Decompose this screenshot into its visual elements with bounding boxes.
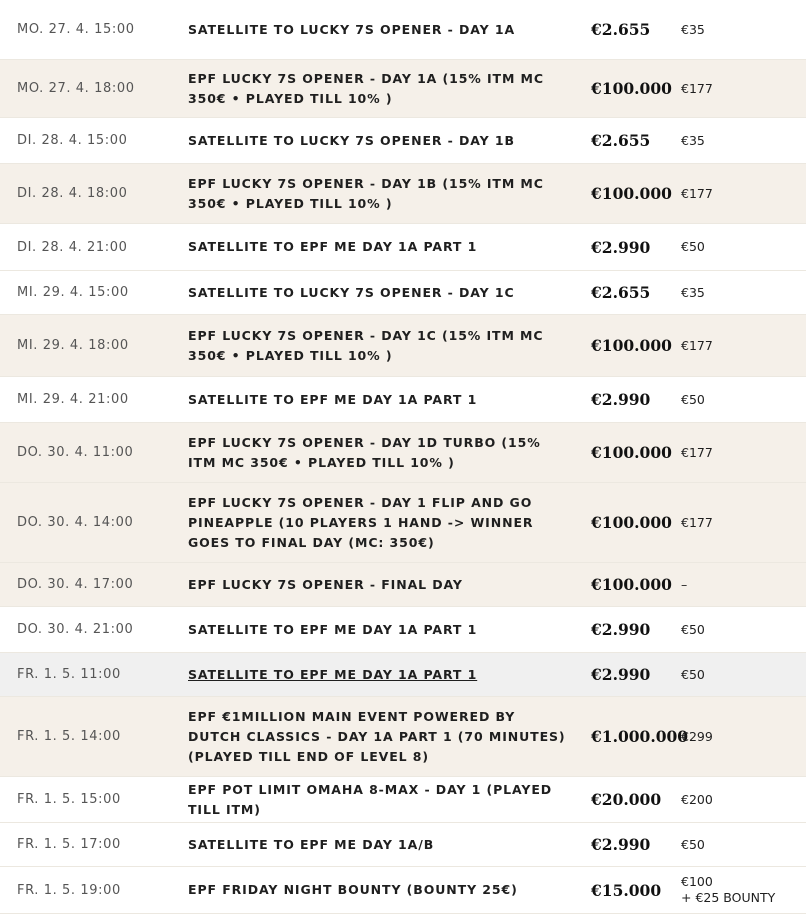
- buyin-value: €35: [681, 284, 705, 300]
- row-prize: €100.000: [591, 575, 672, 594]
- row-event-name: SATELLITE TO EPF ME DAY 1A PART 1: [188, 391, 478, 407]
- row-date: DO. 30. 4. 14:00: [17, 515, 134, 530]
- row-buyin: [681, 22, 806, 38]
- row-event-name: EPF LUCKY 7S OPENER - DAY 1A (15% ITM MC 350€ • PLAYED TILL 10% ): [188, 70, 544, 106]
- row-date: MI. 29. 4. 15:00: [17, 285, 129, 300]
- row-event-name: SATELLITE TO EPF ME DAY 1A PART 1: [188, 621, 478, 637]
- buyin-value: €50: [681, 621, 705, 637]
- row-prize: €2.990: [591, 390, 651, 409]
- row-buyin: [681, 186, 806, 202]
- row-buyin: [681, 729, 806, 745]
- row-event-name: EPF LUCKY 7S OPENER - DAY 1C (15% ITM MC 350€ • PLAYED TILL 10% ): [188, 327, 544, 363]
- row-event-name: SATELLITE TO LUCKY 7S OPENER - DAY 1B: [188, 132, 515, 148]
- row-prize: €100.000: [591, 513, 672, 532]
- row-buyin: [681, 577, 806, 593]
- row-event-name: EPF LUCKY 7S OPENER - DAY 1 FLIP AND GO PINEAPPLE (10 PLAYERS 1 HAND -> WINNER GOES TO FINAL DAY (MC: 350€): [188, 494, 534, 550]
- row-prize: €2.990: [591, 665, 651, 684]
- row-event-name: EPF €1MILLION MAIN EVENT POWERED BY DUTCH CLASSICS - DAY 1A PART 1 (70 MINUTES) (PLAYED TILL END OF LEVEL 8): [188, 708, 566, 764]
- row-buyin: [681, 792, 806, 808]
- row-buyin: [681, 81, 806, 97]
- row-prize: €1.000.000: [591, 727, 689, 746]
- row-date: MI. 29. 4. 21:00: [17, 392, 129, 407]
- row-date: FR. 1. 5. 19:00: [17, 882, 121, 898]
- buyin-value: €177: [681, 444, 713, 460]
- row-date: FR. 1. 5. 14:00: [17, 729, 121, 744]
- buyin-value: €177: [681, 185, 713, 201]
- row-date: MO. 27. 4. 18:00: [17, 81, 135, 96]
- table-row: [0, 118, 806, 164]
- row-event-name: SATELLITE TO EPF ME DAY 1A/B: [188, 836, 435, 852]
- row-event-name: EPF FRIDAY NIGHT BOUNTY (BOUNTY 25€): [188, 882, 518, 897]
- buyin-value: €50: [681, 391, 705, 407]
- row-event-name: SATELLITE TO LUCKY 7S OPENER - DAY 1C: [188, 284, 515, 300]
- buyin-value: €35: [681, 132, 705, 148]
- row-buyin: [681, 338, 806, 354]
- row-prize: €100.000: [591, 79, 672, 98]
- row-event-name: EPF LUCKY 7S OPENER - DAY 1D TURBO (15% ITM MC 350€ • PLAYED TILL 10% ): [188, 434, 541, 470]
- buyin-value: €50: [681, 666, 705, 682]
- row-event-name: EPF LUCKY 7S OPENER - DAY 1B (15% ITM MC 350€ • PLAYED TILL 10% ): [188, 175, 544, 211]
- row-prize: €15.000: [591, 880, 662, 900]
- row-date: MO. 27. 4. 15:00: [17, 22, 135, 37]
- buyin-value: €177: [681, 514, 713, 530]
- table-row: [0, 164, 806, 224]
- row-prize: €2.990: [591, 835, 651, 854]
- table-row: [0, 0, 806, 60]
- row-date: FR. 1. 5. 15:00: [17, 792, 121, 807]
- buyin-value: €177: [681, 80, 713, 96]
- row-prize: €2.655: [591, 131, 651, 150]
- row-date: DO. 30. 4. 17:00: [17, 577, 134, 592]
- row-date: DO. 30. 4. 11:00: [17, 445, 134, 460]
- table-row: [0, 823, 806, 867]
- row-prize: €2.990: [591, 620, 651, 639]
- table-row: [0, 777, 806, 823]
- table-row: [0, 483, 806, 563]
- row-prize: €2.655: [591, 20, 651, 39]
- row-date: DI. 28. 4. 15:00: [17, 133, 128, 148]
- row-buyin: [681, 445, 806, 461]
- row-event-name: SATELLITE TO EPF ME DAY 1A PART 1: [188, 239, 478, 254]
- row-buyin: [681, 515, 806, 531]
- row-buyin: [681, 667, 806, 683]
- row-buyin: [681, 239, 806, 255]
- row-event-name: SATELLITE TO LUCKY 7S OPENER - DAY 1A: [188, 21, 516, 37]
- table-row: [0, 224, 806, 271]
- table-row: [0, 867, 806, 914]
- row-prize: €100.000: [591, 336, 672, 355]
- buyin-extra: + €25 BOUNTY: [681, 890, 776, 905]
- buyin-value: €50: [681, 239, 705, 254]
- table-row: [0, 377, 806, 423]
- buyin-value: €35: [681, 21, 705, 37]
- table-row: [0, 271, 806, 315]
- row-prize: €2.655: [591, 283, 651, 302]
- row-buyin: [681, 392, 806, 408]
- buyin-value: €200: [681, 791, 713, 807]
- row-event-name: EPF POT LIMIT OMAHA 8-MAX - DAY 1 (PLAYED TILL ITM): [188, 781, 553, 817]
- row-date: FR. 1. 5. 11:00: [17, 667, 121, 682]
- table-row[interactable]: [0, 653, 806, 697]
- row-buyin: [681, 133, 806, 149]
- row-prize: €20.000: [591, 790, 662, 809]
- row-date: DI. 28. 4. 18:00: [17, 186, 128, 201]
- row-date: DI. 28. 4. 21:00: [17, 239, 128, 255]
- row-event-name: EPF LUCKY 7S OPENER - FINAL DAY: [188, 576, 463, 592]
- row-date: MI. 29. 4. 18:00: [17, 338, 129, 353]
- buyin-value: –: [681, 576, 688, 592]
- row-prize: €100.000: [591, 443, 672, 462]
- row-date: FR. 1. 5. 17:00: [17, 837, 121, 852]
- buyin-value: €299: [681, 728, 713, 744]
- row-date: DO. 30. 4. 21:00: [17, 622, 134, 637]
- buyin-value: €177: [681, 337, 713, 353]
- table-row: [0, 423, 806, 483]
- table-row: [0, 60, 806, 118]
- row-buyin: [681, 837, 806, 853]
- table-row: [0, 563, 806, 607]
- buyin-value: €100: [681, 874, 713, 889]
- row-buyin: [681, 622, 806, 638]
- row-buyin: [681, 874, 806, 906]
- row-prize: €2.990: [591, 237, 651, 257]
- row-prize: €100.000: [591, 184, 672, 203]
- row-event-link[interactable]: SATELLITE TO EPF ME DAY 1A PART 1: [188, 666, 478, 682]
- buyin-value: €50: [681, 836, 705, 852]
- table-row: [0, 697, 806, 777]
- table-row: [0, 315, 806, 377]
- table-row: [0, 607, 806, 653]
- row-buyin: [681, 285, 806, 301]
